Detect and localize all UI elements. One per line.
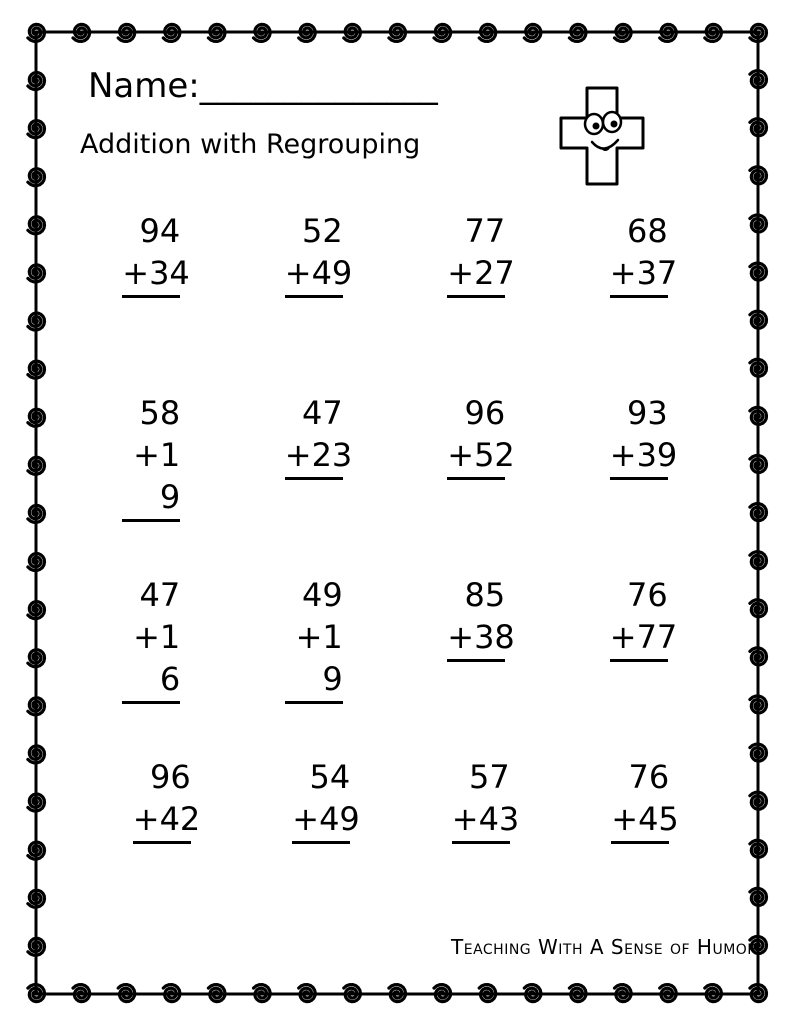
addend-bottom: +1 6 — [122, 616, 180, 704]
spiral-doodle-icon — [705, 24, 722, 41]
spiral-doodle-icon — [615, 985, 632, 1002]
addend-bottom: +42 — [133, 798, 191, 844]
addend-top: 47 — [139, 576, 181, 614]
spiral-doodle-icon — [750, 888, 767, 905]
addend-bottom: +38 — [447, 616, 505, 662]
addition-problem — [395, 392, 558, 574]
addition-problem — [561, 756, 721, 938]
addition-problem — [82, 756, 242, 938]
spiral-doodle-icon — [28, 313, 45, 330]
spiral-doodle-icon — [389, 985, 406, 1002]
problem-row — [70, 210, 720, 392]
spiral-doodle-icon — [28, 938, 45, 955]
addend-top: 85 — [464, 576, 506, 614]
spiral-doodle-icon — [28, 602, 45, 619]
spiral-doodle-icon — [750, 215, 767, 232]
spiral-doodle-icon — [28, 169, 45, 186]
smiling-plus-sign-icon — [556, 82, 648, 192]
problem-grid — [70, 210, 720, 938]
addition-problem — [70, 210, 233, 392]
spiral-doodle-icon — [28, 409, 45, 426]
spiral-doodle-icon — [524, 985, 541, 1002]
addend-top: 96 — [150, 758, 191, 796]
spiral-doodle-icon — [479, 24, 496, 41]
spiral-doodle-icon — [750, 600, 767, 617]
addition-problem — [558, 392, 721, 574]
spiral-doodle-icon — [750, 119, 767, 136]
spiral-doodle-icon — [750, 792, 767, 809]
spiral-doodle-icon — [28, 746, 45, 763]
spiral-doodle-icon — [750, 696, 767, 713]
addend-bottom: +43 — [452, 798, 510, 844]
spiral-doodle-icon — [73, 985, 90, 1002]
spiral-doodle-icon — [750, 407, 767, 424]
addend-top: 77 — [464, 212, 506, 250]
spiral-doodle-icon — [750, 744, 767, 761]
spiral-doodle-icon — [434, 985, 451, 1002]
spiral-doodle-icon — [750, 648, 767, 665]
spiral-doodle-icon — [389, 24, 406, 41]
addition-problem — [558, 210, 721, 392]
spiral-doodle-icon — [750, 985, 767, 1002]
spiral-doodle-icon — [479, 985, 496, 1002]
spiral-doodle-icon — [28, 890, 45, 907]
spiral-doodle-icon — [28, 361, 45, 378]
spiral-doodle-icon — [28, 121, 45, 138]
addend-top: 54 — [309, 758, 351, 796]
addend-top: 94 — [139, 212, 181, 250]
addition-problem — [233, 210, 396, 392]
spiral-doodle-icon — [28, 698, 45, 715]
spiral-doodle-icon — [118, 24, 135, 41]
addend-bottom: +37 — [610, 252, 668, 298]
addend-top: 76 — [627, 576, 668, 614]
addend-bottom: +1 9 — [285, 616, 343, 704]
addend-bottom: +45 — [611, 798, 669, 844]
spiral-doodle-icon — [705, 985, 722, 1002]
spiral-doodle-icon — [524, 24, 541, 41]
spiral-doodle-icon — [118, 985, 135, 1002]
addend-bottom: +39 — [610, 434, 668, 480]
spiral-doodle-icon — [750, 504, 767, 521]
spiral-doodle-icon — [163, 985, 180, 1002]
addition-problem — [70, 392, 233, 574]
addend-bottom: +23 — [285, 434, 343, 480]
addend-top: 96 — [464, 394, 506, 432]
addend-bottom: +49 — [292, 798, 350, 844]
addition-problem — [395, 210, 558, 392]
addition-problem — [70, 574, 233, 756]
name-field: Name:______________ — [88, 66, 438, 106]
addition-problem — [558, 574, 721, 756]
addition-problem — [233, 392, 396, 574]
addition-problem — [401, 756, 561, 938]
addend-top: 57 — [469, 758, 510, 796]
addend-bottom: +52 — [447, 434, 505, 480]
addend-bottom: +49 — [285, 252, 343, 298]
spiral-doodle-icon — [28, 265, 45, 282]
spiral-doodle-icon — [750, 456, 767, 473]
spiral-doodle-icon — [344, 985, 361, 1002]
addend-top: 76 — [628, 758, 670, 796]
addend-top: 49 — [302, 576, 343, 614]
spiral-doodle-icon — [254, 985, 271, 1002]
spiral-doodle-icon — [750, 311, 767, 328]
spiral-doodle-icon — [750, 359, 767, 376]
addend-bottom: +77 — [610, 616, 668, 662]
spiral-doodle-icon — [28, 985, 45, 1002]
spiral-doodle-icon — [299, 24, 316, 41]
spiral-doodle-icon — [208, 985, 225, 1002]
spiral-doodle-icon — [750, 263, 767, 280]
addition-problem — [233, 574, 396, 756]
addition-problem — [395, 574, 558, 756]
problem-row — [70, 392, 720, 574]
spiral-doodle-icon — [750, 71, 767, 88]
spiral-doodle-icon — [344, 24, 361, 41]
spiral-doodle-icon — [28, 217, 45, 234]
addend-bottom: +1 9 — [122, 434, 180, 522]
addition-problem — [242, 756, 402, 938]
spiral-doodle-icon — [163, 24, 180, 41]
spiral-doodle-icon — [28, 794, 45, 811]
spiral-doodle-icon — [28, 650, 45, 667]
spiral-doodle-icon — [750, 167, 767, 184]
spiral-doodle-icon — [73, 24, 90, 41]
addend-top: 93 — [627, 394, 668, 432]
addend-bottom: +27 — [447, 252, 505, 298]
worksheet-title: Addition with Regrouping — [80, 129, 421, 160]
credit-text: Teaching With A Sense of Humor — [451, 935, 758, 959]
addend-top: 68 — [627, 212, 668, 250]
spiral-doodle-icon — [28, 457, 45, 474]
problem-row — [70, 574, 720, 756]
spiral-doodle-icon — [28, 24, 45, 41]
spiral-doodle-icon — [28, 73, 45, 90]
addend-top: 52 — [302, 212, 343, 250]
spiral-doodle-icon — [750, 840, 767, 857]
spiral-doodle-icon — [660, 985, 677, 1002]
spiral-doodle-icon — [28, 505, 45, 522]
addend-top: 58 — [139, 394, 181, 432]
addend-top: 47 — [302, 394, 343, 432]
addend-bottom: +34 — [122, 252, 180, 298]
spiral-doodle-icon — [750, 24, 767, 41]
spiral-doodle-icon — [28, 842, 45, 859]
spiral-doodle-icon — [750, 552, 767, 569]
spiral-doodle-icon — [434, 24, 451, 41]
spiral-doodle-icon — [299, 985, 316, 1002]
spiral-doodle-icon — [569, 24, 586, 41]
spiral-doodle-icon — [208, 24, 225, 41]
problem-row — [70, 756, 720, 938]
spiral-doodle-icon — [615, 24, 632, 41]
spiral-doodle-icon — [28, 554, 45, 571]
spiral-doodle-icon — [569, 985, 586, 1002]
spiral-doodle-icon — [660, 24, 677, 41]
spiral-doodle-icon — [254, 24, 271, 41]
